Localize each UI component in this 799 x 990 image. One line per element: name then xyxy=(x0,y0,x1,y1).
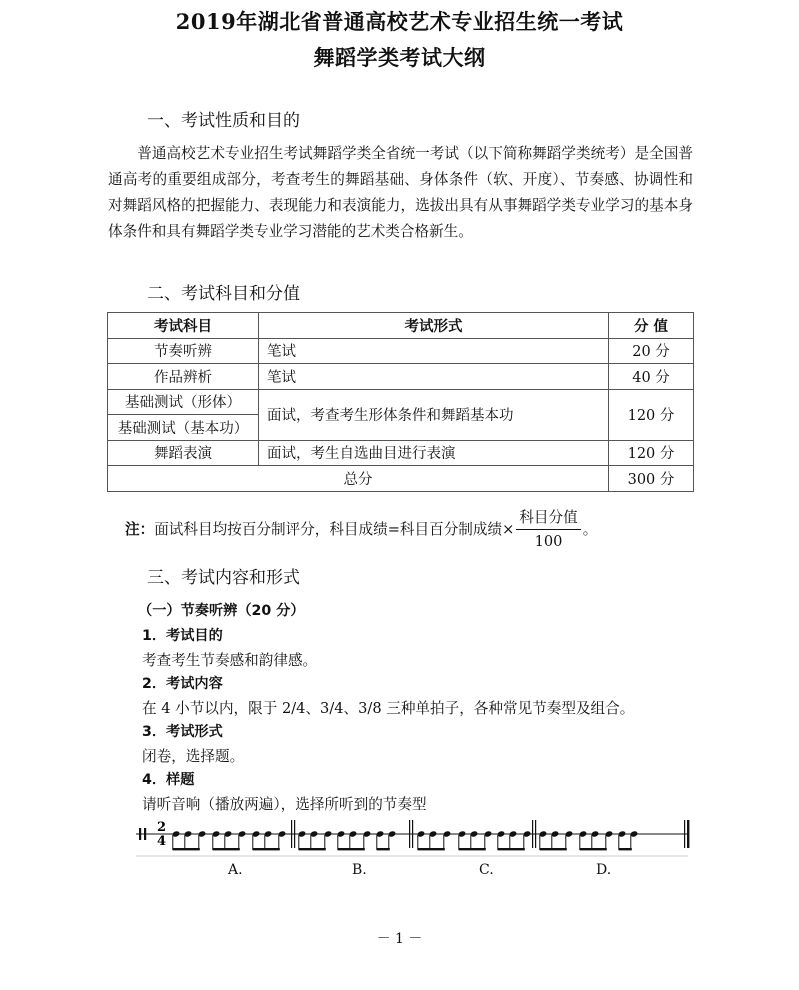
item-text-purpose: 考查考生节奏感和韵律感。 xyxy=(142,652,318,669)
section-heading-2: 二、考试科目和分值 xyxy=(147,284,300,304)
option-d: D. xyxy=(596,862,612,878)
cell-form: 笔试 xyxy=(259,364,609,390)
cell-score: 120 分 xyxy=(609,440,694,466)
cell-score: 20 分 xyxy=(609,338,694,364)
note-beam xyxy=(377,848,390,850)
table-row xyxy=(108,389,694,415)
cell-form: 面试，考查考生形体条件和舞蹈基本功 xyxy=(259,389,609,440)
cell-form: 面试，考生自选曲目进行表演 xyxy=(259,440,609,466)
note-end: 。 xyxy=(582,520,598,538)
header-score: 分 值 xyxy=(609,313,694,339)
cell-subject: 基础测试（基本功） xyxy=(108,415,259,441)
note-label: 注： xyxy=(125,520,155,538)
note-beam xyxy=(418,848,445,850)
item-text-content: 在 4 小节以内，限于 2/4、3/4、3/8 三种单拍子，各种常见节奏型及组合。 xyxy=(142,700,635,717)
cell-score: 40 分 xyxy=(609,364,694,390)
item-text-sample: 请听音响（播放两遍），选择所听到的节奏型 xyxy=(142,796,427,813)
option-a: A. xyxy=(228,862,243,878)
subsection-heading: （一）节奏听辨（20 分） xyxy=(138,603,305,619)
section-1-paragraph: 普通高校艺术专业招生考试舞蹈学类全省统一考试（以下简称舞蹈学类统考）是全国普通高考的重要组成部分，考查考生的舞蹈基础、身体条件（软、开度）、节奏感、协调性和对舞蹈风格的把握能力、表现能力和表演能力，选拔出具有从事舞蹈学类专业学习的基本身体条件和具有舞蹈学类专业学习潜能的艺术类合格新生。 xyxy=(108,145,693,240)
item-label-purpose: 1．考试目的 xyxy=(142,628,223,644)
table-total-row xyxy=(108,466,694,492)
note-beam xyxy=(213,848,240,850)
note-beam xyxy=(498,848,525,850)
document-title: 2019年湖北省普通高校艺术专业招生统一考试 xyxy=(175,9,624,34)
note-beam xyxy=(299,848,326,850)
cell-subject: 作品辨析 xyxy=(108,364,259,390)
barline xyxy=(291,820,292,848)
item-label-sample: 4．样题 xyxy=(142,772,195,788)
cell-form: 笔试 xyxy=(259,338,609,364)
note-beam xyxy=(619,848,632,850)
score-fraction xyxy=(516,506,580,550)
note-beam xyxy=(338,848,365,850)
repeat-bar-icon xyxy=(139,828,141,840)
rhythm-notation xyxy=(136,812,692,858)
rhythm-notes xyxy=(172,830,639,850)
barline xyxy=(409,820,410,848)
cell-total-label: 总分 xyxy=(108,466,609,492)
table-header-row xyxy=(108,313,694,339)
score-table xyxy=(107,312,694,492)
table-row xyxy=(108,338,694,364)
item-label-content: 2．考试内容 xyxy=(142,676,223,692)
note-beam xyxy=(253,848,280,850)
note-beam xyxy=(173,848,200,850)
note-beam xyxy=(580,848,607,850)
option-b: B. xyxy=(352,862,367,878)
document-subtitle: 舞蹈学类考试大纲 xyxy=(313,45,486,70)
note-beam xyxy=(459,848,486,850)
section-heading-3: 三、考试内容和形式 xyxy=(147,568,300,588)
note-beam xyxy=(540,848,567,850)
fraction-numerator: 科目分值 xyxy=(516,506,580,530)
time-sig-top: 2 xyxy=(157,820,167,835)
cell-total-value: 300 分 xyxy=(609,466,694,492)
header-subject: 考试科目 xyxy=(108,313,259,339)
section-heading-1: 一、考试性质和目的 xyxy=(147,111,300,131)
table-row xyxy=(108,440,694,466)
item-label-form: 3．考试形式 xyxy=(142,724,223,740)
cell-score: 120 分 xyxy=(609,389,694,440)
table-row xyxy=(108,364,694,390)
header-form: 考试形式 xyxy=(259,313,609,339)
page-number: － 1 － xyxy=(376,931,423,947)
score-note xyxy=(125,506,597,550)
cell-subject: 舞蹈表演 xyxy=(108,440,259,466)
note-text: 面试科目均按百分制评分，科目成绩=科目百分制成绩× xyxy=(154,520,515,538)
cell-subject: 基础测试（形体） xyxy=(108,389,259,415)
final-barline xyxy=(684,820,685,848)
cell-subject: 节奏听辨 xyxy=(108,338,259,364)
option-c: C. xyxy=(479,862,494,878)
item-text-form: 闭卷，选择题。 xyxy=(142,748,245,765)
barline xyxy=(532,820,533,848)
fraction-denominator: 100 xyxy=(534,533,563,550)
time-sig-bottom: 4 xyxy=(157,834,167,849)
